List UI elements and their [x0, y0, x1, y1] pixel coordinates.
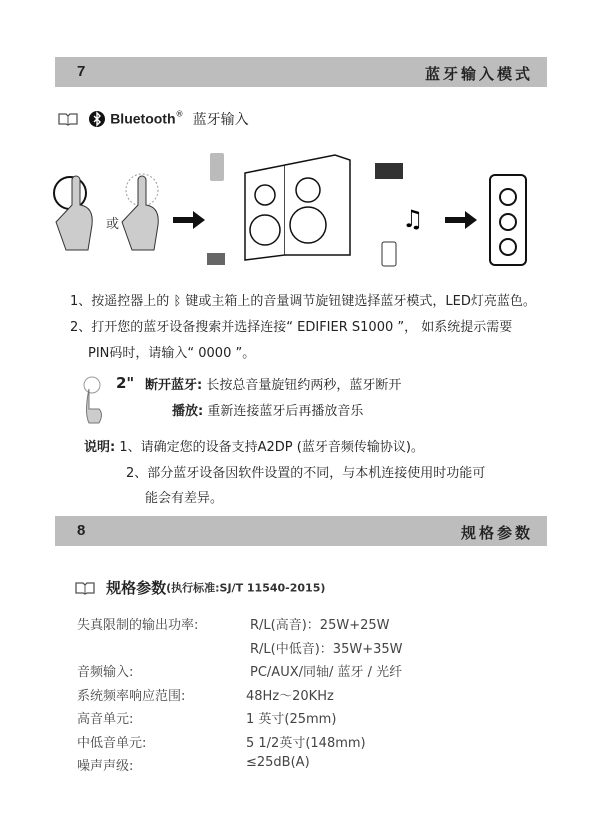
laptop-icon: [375, 163, 403, 179]
spec-value: 5 1/2英寸(148mm): [246, 735, 366, 751]
spec-value: PC/AUX/同轴/ 蓝牙 / 光纤: [250, 665, 403, 680]
or-label: 或: [106, 217, 120, 232]
bluetooth-symbol-icon: ᛒ: [173, 294, 182, 309]
spec-label: 中低音单元:: [77, 735, 147, 751]
step-2: 2、打开您的蓝牙设备搜索并选择连接“ EDIFIER S1000 ”， 如系统提示需要: [70, 320, 513, 335]
spec-value: 48Hz～20KHz: [246, 688, 334, 704]
section-header-8: [55, 516, 547, 546]
tablet-device-icon: [382, 242, 396, 266]
spec-value: R/L(中低音)：35W+35W: [250, 641, 403, 657]
section-title: 规格参数: [460, 524, 533, 542]
page-number: 7: [77, 63, 86, 80]
section-header-7: [55, 57, 547, 87]
music-note-icon: ♫: [402, 205, 424, 233]
disconnect-line: 断开蓝牙: 长按总音量旋钮约两秒，蓝牙断开: [145, 378, 402, 393]
spec-label: 失真限制的输出功率:: [77, 618, 199, 633]
registered-mark: ®: [175, 109, 184, 119]
spec-label: 噪声声级:: [77, 759, 134, 774]
hold-seconds: 2": [116, 374, 135, 392]
speakers-icon: [245, 155, 350, 260]
note-1: 说明: 1、请确定您的设备支持A2DP (蓝牙音频传输协议)。: [84, 440, 424, 455]
press-knob-icon: [82, 375, 112, 425]
spec-label: 系统频率响应范围:: [77, 688, 186, 704]
arrow-icon: [445, 211, 477, 229]
book-icon: [75, 581, 95, 595]
led-panel-icon: [490, 175, 526, 265]
phone-icon: [210, 153, 224, 181]
note-2-cont: 能会有差异。: [145, 491, 224, 506]
bluetooth-connection-diagram: [40, 145, 560, 275]
volume-knob-icon: [122, 174, 158, 250]
note-2: 2、部分蓝牙设备因软件设置的不同，与本机连接使用时功能可: [126, 466, 486, 481]
play-line: 播放: 重新连接蓝牙后再播放音乐: [172, 404, 364, 419]
spec-value: ≤25dB(A): [246, 755, 310, 770]
spec-value: 1 英寸(25mm): [246, 712, 337, 727]
section-title: 蓝牙输入模式: [424, 65, 533, 83]
bluetooth-heading: [58, 108, 249, 129]
arrow-icon: [173, 211, 205, 229]
book-icon: [58, 112, 78, 126]
tablet-icon: [207, 253, 225, 265]
page-number: 8: [77, 522, 86, 539]
heading-text: 蓝牙输入: [192, 111, 249, 128]
bluetooth-logo-icon: [89, 111, 105, 127]
bluetooth-brand: Bluetooth: [110, 110, 176, 127]
remote-bluetooth-button-icon: [54, 176, 92, 250]
spec-value: R/L(高音)：25W+25W: [250, 618, 390, 633]
spec-label: 高音单元:: [77, 712, 134, 727]
step-2-cont: PIN码时，请输入“ 0000 ”。: [88, 346, 256, 361]
spec-label: 音频输入:: [77, 665, 134, 680]
specs-heading: 规格参数(执行标准:SJ/T 11540-2015): [75, 577, 325, 598]
step-1: 1、按遥控器上的 ᛒ 键或主箱上的音量调节旋钮键选择蓝牙模式，LED灯亮蓝色。: [70, 294, 536, 309]
